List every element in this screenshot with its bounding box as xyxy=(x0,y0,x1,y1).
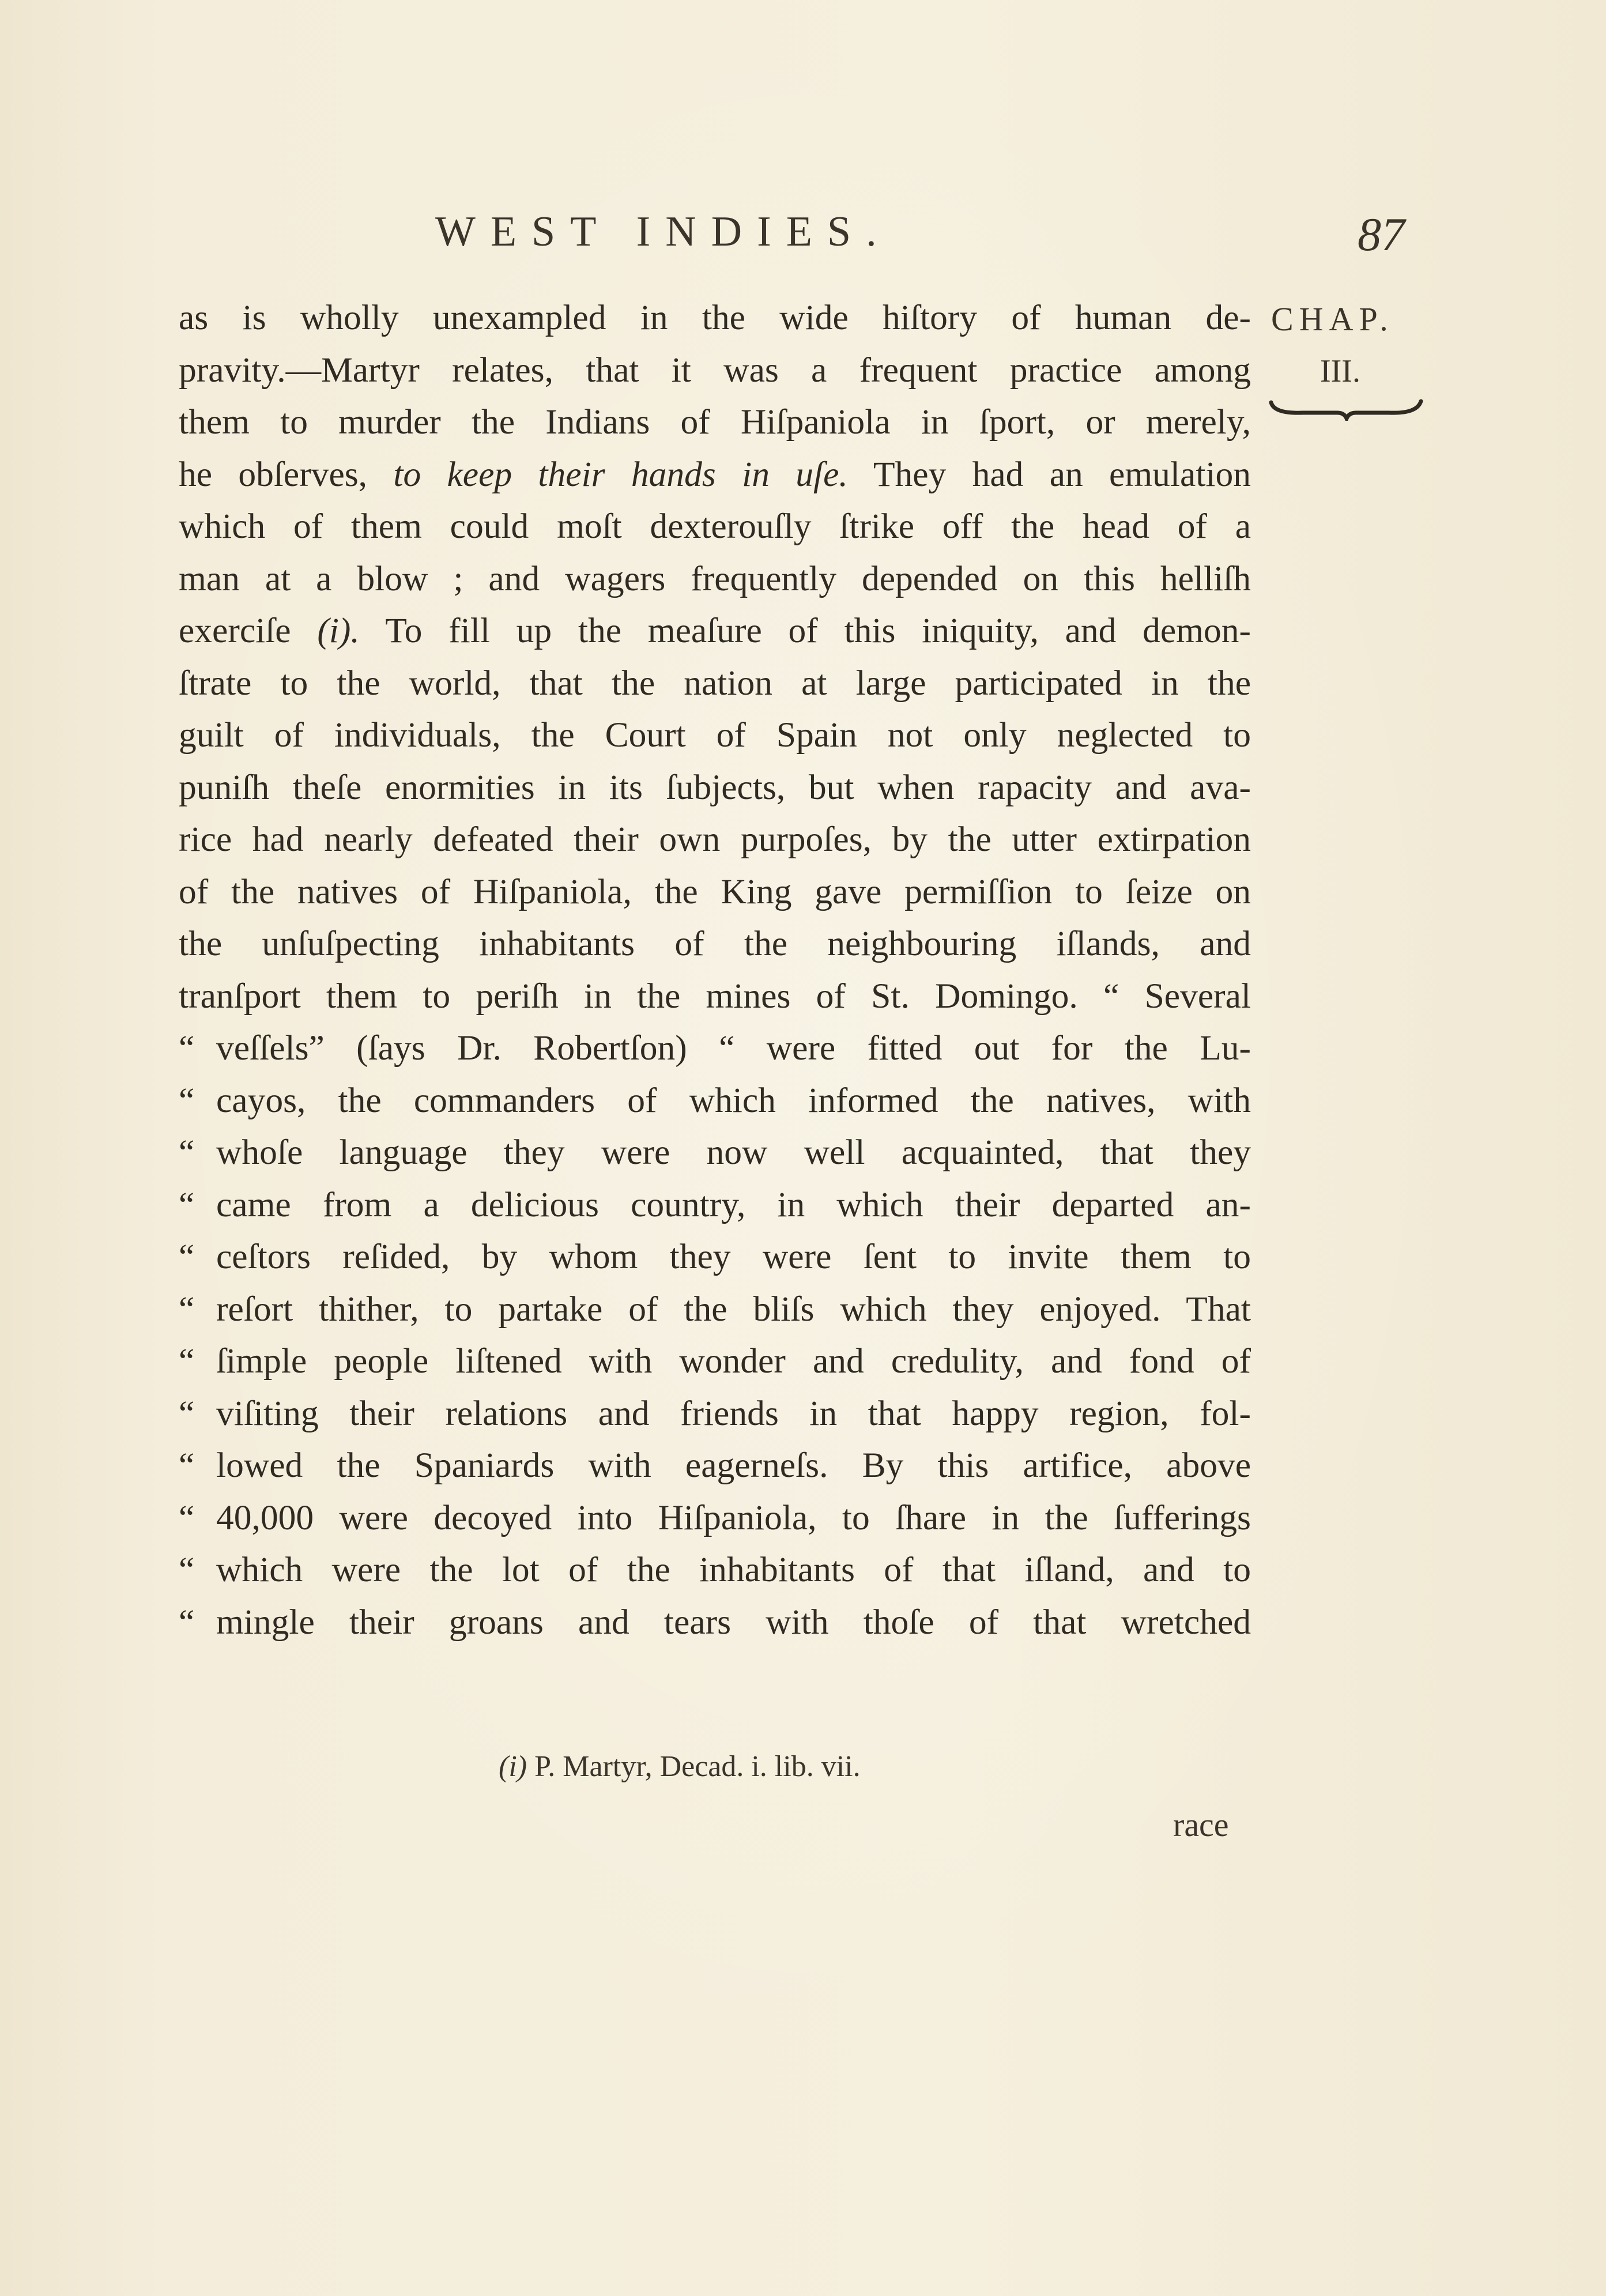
text-segment: 40,000 were decoyed into Hiſpaniola, to ſhare in the ſufferings xyxy=(216,1498,1251,1537)
text-segment: viſiting their relations and friends in that happy region, fol- xyxy=(216,1393,1251,1433)
quote-mark: “ xyxy=(179,1028,195,1068)
italic-segment: to keep their hands in uſe. xyxy=(393,454,848,494)
text-segment: them to murder the Indians of Hiſpaniola in ſport, or merely, xyxy=(179,402,1251,442)
text-line xyxy=(179,1179,1251,1231)
text-line xyxy=(179,1439,1251,1492)
quote-mark: “ xyxy=(179,1289,195,1329)
text-line xyxy=(179,1492,1251,1544)
text-segment: pravity.—Martyr relates, that it was a frequent practice among xyxy=(179,350,1251,390)
page-number: 87 xyxy=(1358,208,1405,261)
margin-chapter-number: III. xyxy=(1320,353,1360,389)
text-line xyxy=(179,1126,1251,1179)
text-segment: guilt of individuals, the Court of Spain not only neglected to xyxy=(179,715,1251,755)
text-line xyxy=(179,1388,1251,1440)
text-segment: mingle their groans and tears with thoſe of that wretched xyxy=(216,1602,1251,1642)
text-segment: They had an emulation xyxy=(847,454,1251,494)
text-line xyxy=(179,813,1251,866)
text-segment: which of them could moſt dexterouſly ſtrike off the head of a xyxy=(179,507,1251,546)
text-segment: ceſtors reſided, by whom they were ſent to invite them to xyxy=(216,1237,1251,1276)
footnote-text: P. Martyr, Decad. i. lib. vii. xyxy=(534,1750,861,1783)
text-segment: veſſels” (ſays Dr. Robertſon) “ were fitted out for the Lu- xyxy=(216,1028,1251,1068)
text-line xyxy=(179,500,1251,553)
text-line xyxy=(179,918,1251,970)
text-segment: whoſe language they were now well acquainted, that they xyxy=(216,1133,1251,1172)
text-segment: reſort thither, to partake of the bliſs which they enjoyed. That xyxy=(216,1289,1251,1329)
text-line xyxy=(179,1544,1251,1596)
text-line xyxy=(179,866,1251,918)
text-segment: he obſerves, xyxy=(179,454,394,494)
text-line xyxy=(179,761,1251,814)
running-title: WEST INDIES. xyxy=(435,208,892,255)
footnote xyxy=(499,1750,861,1784)
text-segment: exerciſe xyxy=(179,611,318,650)
italic-segment: (i). xyxy=(317,611,360,650)
text-segment: lowed the Spaniards with eagerneſs. By this artifice, above xyxy=(216,1446,1251,1485)
text-line xyxy=(179,292,1251,344)
quote-mark: “ xyxy=(179,1133,195,1172)
quote-mark: “ xyxy=(179,1393,195,1433)
text-segment: of the natives of Hiſpaniola, the King gave permiſſion to ſeize on xyxy=(179,872,1251,911)
text-segment: man at a blow ; and wagers frequently depended on this helliſh xyxy=(179,559,1251,598)
text-line xyxy=(179,657,1251,710)
text-segment: which were the lot of the inhabitants of that iſland, and to xyxy=(216,1550,1251,1589)
catchword: race xyxy=(1173,1806,1229,1843)
text-segment: ſimple people liſtened with wonder and credulity, and fond of xyxy=(216,1341,1251,1381)
text-line xyxy=(179,1283,1251,1336)
text-line xyxy=(179,1335,1251,1388)
brace-ornament-icon xyxy=(1268,398,1424,421)
text-line xyxy=(179,1075,1251,1127)
quote-mark: “ xyxy=(179,1550,195,1589)
text-line xyxy=(179,1231,1251,1283)
text-segment: came from a delicious country, in which their departed an- xyxy=(216,1185,1251,1224)
text-line xyxy=(179,605,1251,657)
footnote-mark: (i) xyxy=(499,1750,527,1783)
text-segment: tranſport them to periſh in the mines of St. Domingo. “ Several xyxy=(179,976,1251,1016)
text-segment: puniſh theſe enormities in its ſubjects, but when rapacity and ava- xyxy=(179,767,1251,807)
text-segment: rice had nearly defeated their own purpoſes, by the utter extirpation xyxy=(179,820,1251,859)
margin-chapter-label: CHAP. xyxy=(1271,300,1394,338)
quote-mark: “ xyxy=(179,1498,195,1537)
text-line xyxy=(179,1022,1251,1075)
text-segment: ſtrate to the world, that the nation at large participated in the xyxy=(179,663,1251,703)
text-line xyxy=(179,970,1251,1023)
text-segment: the unſuſpecting inhabitants of the neighbouring iſlands, and xyxy=(179,924,1251,963)
text-segment: cayos, the commanders of which informed the natives, with xyxy=(216,1080,1251,1120)
text-line xyxy=(179,1596,1251,1649)
text-line xyxy=(179,344,1251,397)
quote-mark: “ xyxy=(179,1602,195,1642)
quote-mark: “ xyxy=(179,1080,195,1120)
text-segment: as is wholly unexampled in the wide hiſtory of human de- xyxy=(179,298,1251,337)
quote-mark: “ xyxy=(179,1446,195,1485)
text-line xyxy=(179,448,1251,501)
text-segment: To fill up the meaſure of this iniquity, and demon- xyxy=(359,611,1251,650)
text-line xyxy=(179,396,1251,448)
text-line xyxy=(179,709,1251,761)
text-line xyxy=(179,553,1251,605)
body-text xyxy=(179,292,1251,1648)
quote-mark: “ xyxy=(179,1237,195,1276)
quote-mark: “ xyxy=(179,1341,195,1381)
quote-mark: “ xyxy=(179,1185,195,1224)
